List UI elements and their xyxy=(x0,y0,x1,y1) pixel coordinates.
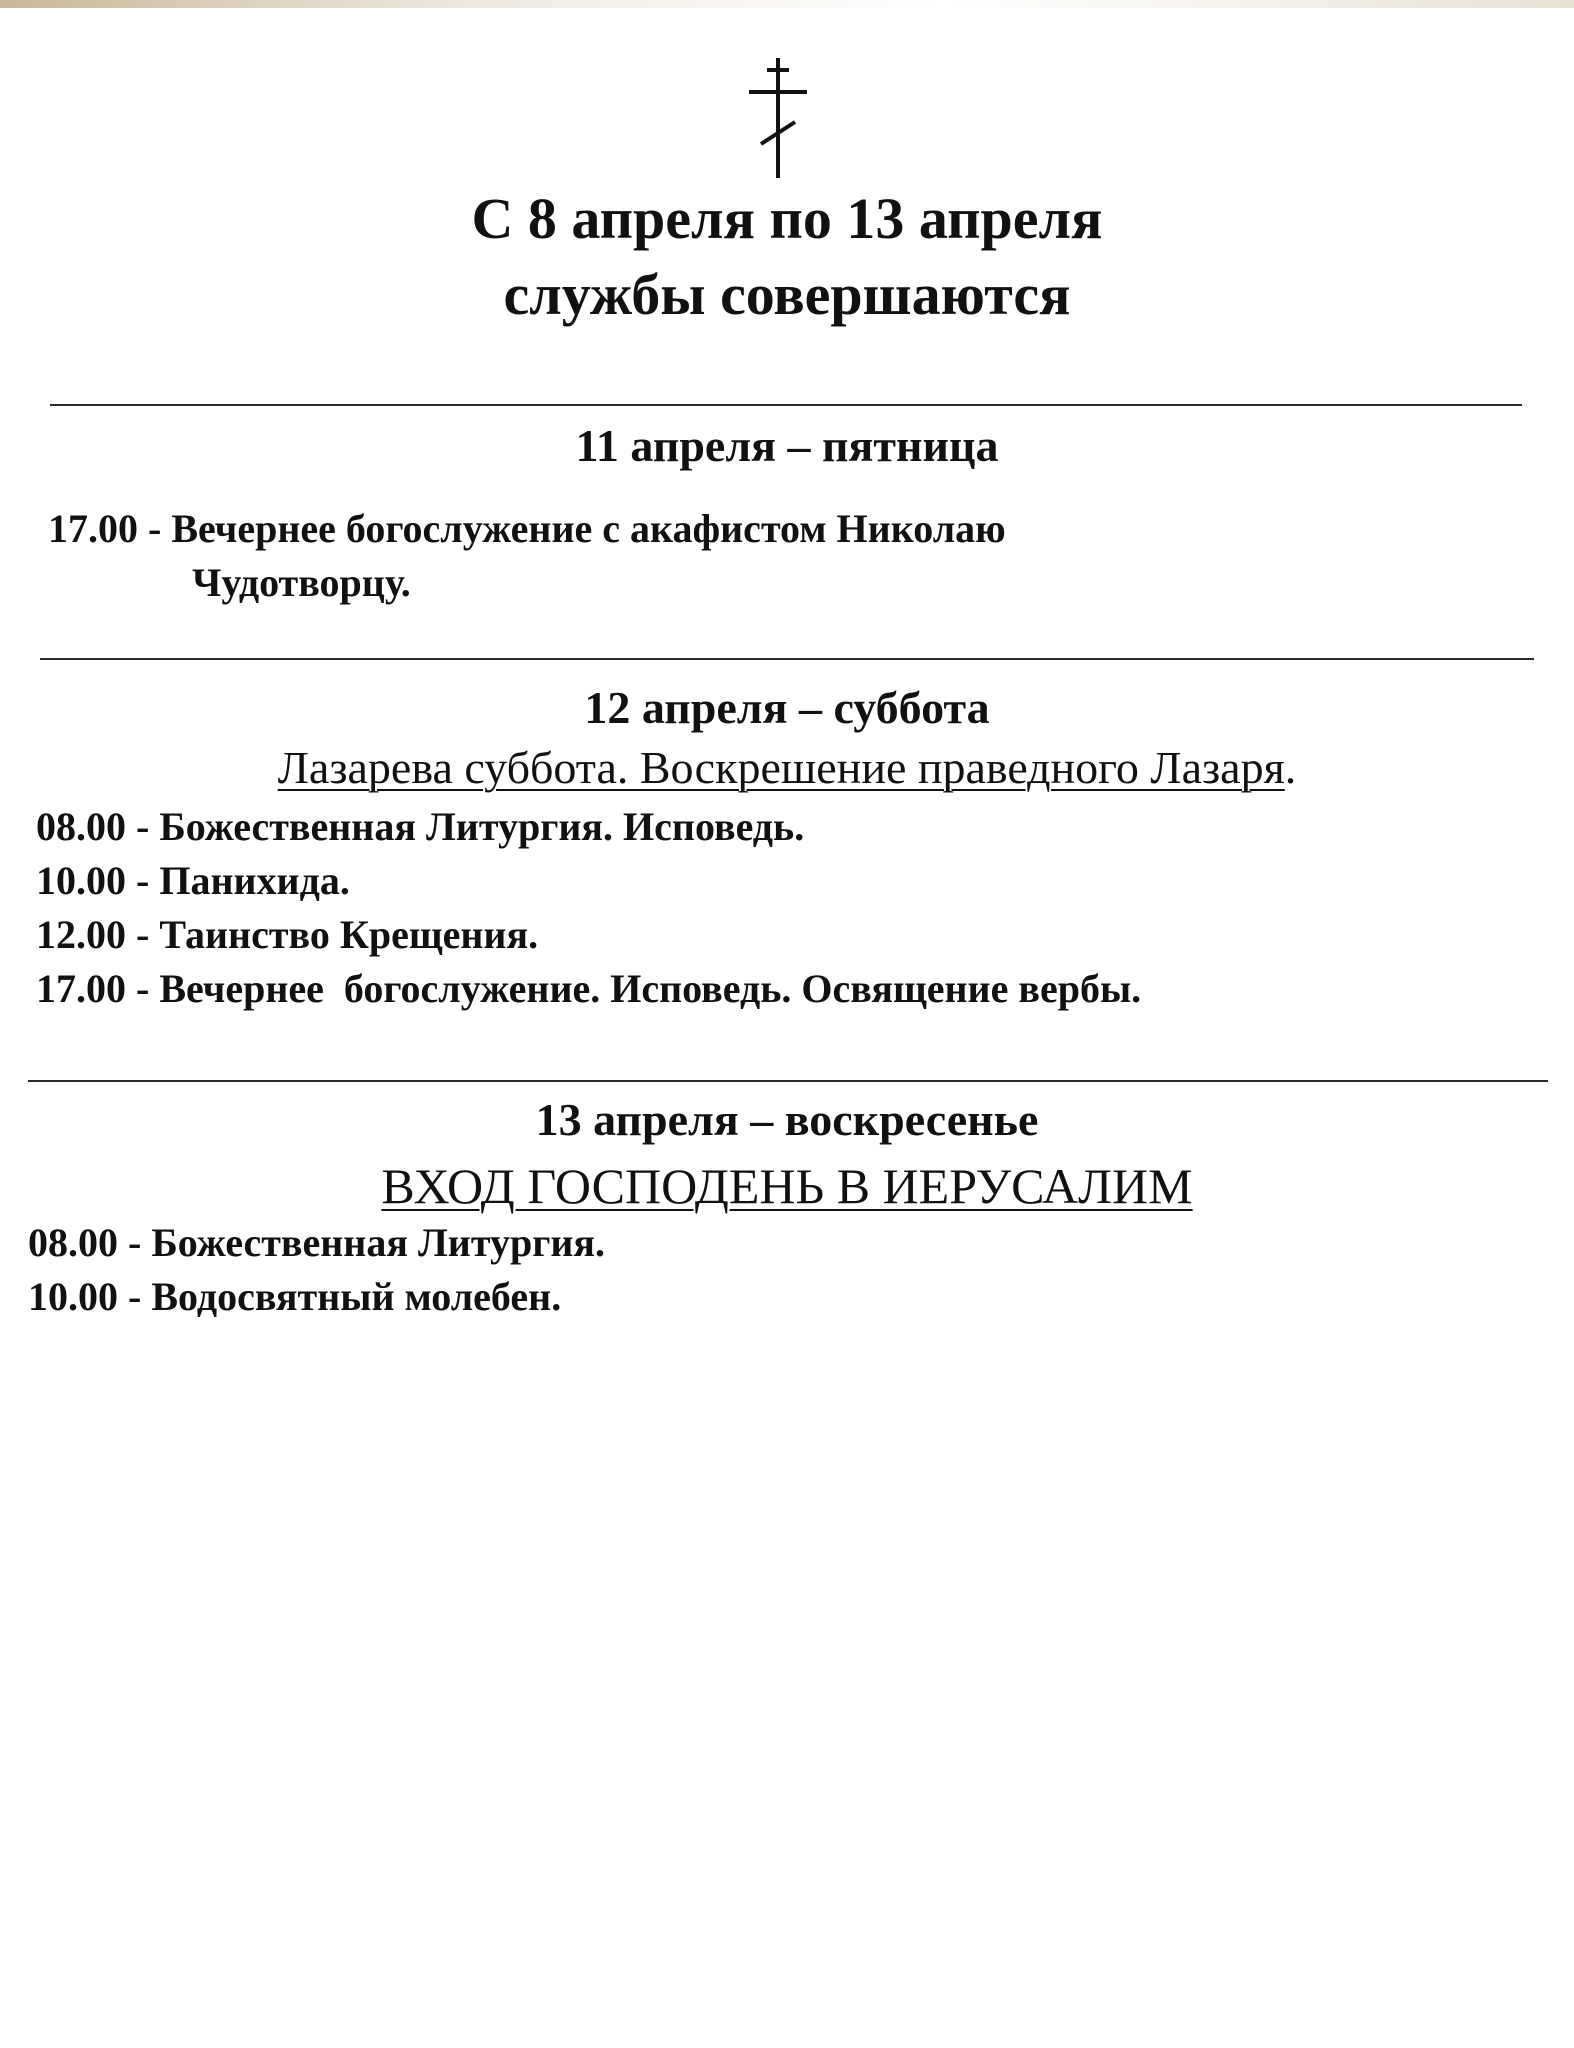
paper-top-edge xyxy=(0,0,1574,8)
service-description-continued: Чудотворцу. xyxy=(192,560,411,605)
day-heading-sunday: 13 апреля – воскресенье xyxy=(535,1094,1039,1145)
feast-title-tail: . xyxy=(1284,742,1297,793)
service-row: 17.00 - Вечернее богослужение. Исповедь. Освящение вербы. xyxy=(36,964,1141,1014)
service-description: Панихида. xyxy=(159,858,350,903)
service-description: Божественная Литургия. xyxy=(151,1220,606,1265)
section-divider xyxy=(28,1080,1548,1082)
service-time: 08.00 xyxy=(36,804,126,849)
day-heading-saturday: 12 апреля – суббота xyxy=(584,682,990,733)
service-row: 10.00 - Панихида. xyxy=(36,856,350,906)
feast-title-lazarus-saturday xyxy=(0,740,1574,796)
service-time: 12.00 xyxy=(36,912,126,957)
service-time: 17.00 xyxy=(48,506,138,551)
service-time: 08.00 xyxy=(28,1220,118,1265)
service-row: 12.00 - Таинство Крещения. xyxy=(36,910,538,960)
service-description: Вечернее богослужение. Исповедь. Освящение вербы. xyxy=(159,966,1142,1011)
service-description: Вечернее богослужение с акафистом Николаю xyxy=(171,506,1006,551)
service-row: 10.00 - Водосвятный молебен. xyxy=(28,1272,561,1322)
page-title-line1: С 8 апреля по 13 апреля xyxy=(471,186,1103,251)
feast-title-text: Лазарева суббота. Воскрешение праведного Лазаря xyxy=(277,742,1285,793)
service-description: Водосвятный молебен. xyxy=(151,1274,562,1319)
day-heading-friday: 11 апреля – пятница xyxy=(575,420,999,471)
service-time: 10.00 xyxy=(36,858,126,903)
page-title-line2: службы совершаются xyxy=(503,262,1071,327)
service-description: Божественная Литургия. Исповедь. xyxy=(159,804,805,849)
feast-title-entry-into-jerusalem xyxy=(0,1158,1574,1214)
service-row: 08.00 - Божественная Литургия. xyxy=(28,1218,605,1268)
section-divider xyxy=(50,404,1522,406)
service-row: 17.00 - Вечернее богослужение с акафистом Николаю xyxy=(48,504,1006,554)
service-description: Таинство Крещения. xyxy=(159,912,539,957)
section-divider xyxy=(40,658,1534,660)
service-row: 08.00 - Божественная Литургия. Исповедь. xyxy=(36,802,804,852)
feast-title-text: ВХОД ГОСПОДЕНЬ В ИЕРУСАЛИМ xyxy=(381,1158,1193,1214)
orthodox-cross-icon xyxy=(747,58,809,178)
service-time: 17.00 xyxy=(36,966,126,1011)
service-time: 10.00 xyxy=(28,1274,118,1319)
